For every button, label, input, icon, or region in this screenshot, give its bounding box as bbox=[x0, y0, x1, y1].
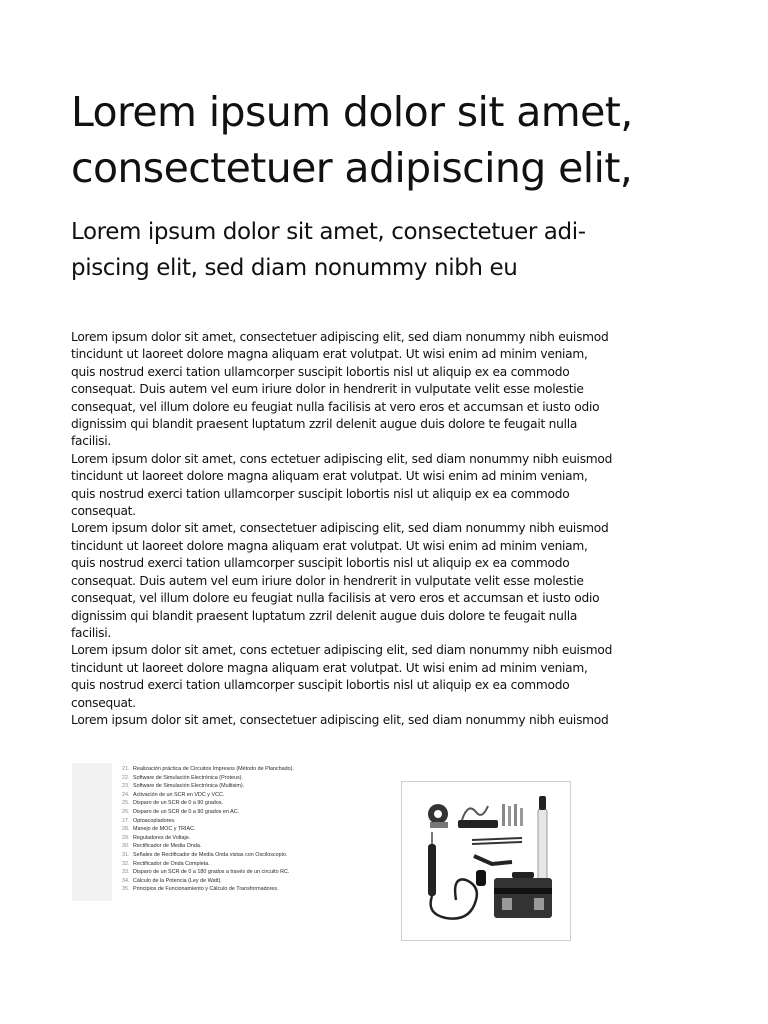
list-item bbox=[122, 851, 342, 860]
body-line: Lorem ipsum dolor sit amet, consectetuer adipiscing elit, sed diam nonummy nibh euismod bbox=[71, 521, 609, 536]
list-item bbox=[122, 868, 342, 877]
list-item-number: 27. bbox=[122, 817, 130, 824]
soldering-kit-image bbox=[401, 781, 571, 941]
list-item-text: Disparo de un SCR de 0 a 180 grados a través de un circuito RC. bbox=[133, 869, 290, 876]
body-text bbox=[71, 329, 691, 729]
soldering-kit-icon bbox=[402, 782, 570, 940]
list-item-number: 33. bbox=[122, 869, 130, 876]
list-item-number: 26. bbox=[122, 808, 130, 815]
body-line: consequat. bbox=[71, 695, 136, 710]
list-item-text: Manejo de MOC y TRIAC. bbox=[133, 826, 196, 833]
subtitle-line-1: Lorem ipsum dolor sit amet, consectetuer adi- bbox=[71, 219, 586, 245]
list-item bbox=[122, 782, 342, 791]
list-item-text: Disparo de un SCR de 0 a 90 grados en AC. bbox=[133, 808, 240, 815]
list-item-number: 32. bbox=[122, 860, 130, 867]
body-line: consequat. Duis autem vel eum iriure dolor in hendrerit in vulputate velit esse molestie bbox=[71, 382, 584, 397]
list-item bbox=[122, 825, 342, 834]
title-line-1: Lorem ipsum dolor sit amet, bbox=[71, 88, 633, 136]
list-item-number: 30. bbox=[122, 843, 130, 850]
list-item bbox=[122, 765, 342, 774]
list-item bbox=[122, 842, 342, 851]
list-item bbox=[122, 774, 342, 783]
list-item bbox=[122, 885, 342, 894]
body-line: facilisi. bbox=[71, 625, 111, 640]
body-line: quis nostrud exerci tation ullamcorper suscipit lobortis nisl ut aliquip ex ea commodo bbox=[71, 486, 570, 501]
body-line: quis nostrud exerci tation ullamcorper suscipit lobortis nisl ut aliquip ex ea commodo bbox=[71, 364, 570, 379]
body-line: quis nostrud exerci tation ullamcorper suscipit lobortis nisl ut aliquip ex ea commodo bbox=[71, 678, 570, 693]
list-item bbox=[122, 834, 342, 843]
body-line: Lorem ipsum dolor sit amet, cons ectetuer adipiscing elit, sed diam nonummy nibh euismod bbox=[71, 643, 613, 658]
title-line-2: consectetuer adipiscing elit, bbox=[71, 144, 633, 192]
body-line: tincidunt ut laoreet dolore magna aliquam erat volutpat. Ut wisi enim ad minim veniam, bbox=[71, 347, 588, 362]
list-item-text: Activación de un SCR en VDC y VCC. bbox=[133, 791, 225, 798]
list-item-text: Señales de Rectificador de Media Onda vistas con Osciloscopio. bbox=[133, 851, 288, 858]
list-item-number: 23. bbox=[122, 783, 130, 790]
list-item-text: Cálculo de la Potencia (Ley de Watt). bbox=[133, 877, 222, 884]
list-item-number: 31. bbox=[122, 851, 130, 858]
body-line: tincidunt ut laoreet dolore magna aliquam erat volutpat. Ut wisi enim ad minim veniam, bbox=[71, 660, 588, 675]
list-item bbox=[122, 799, 342, 808]
list-gutter bbox=[72, 763, 112, 901]
list-item-text: Software de Simulación Electrónica (Multisim). bbox=[133, 783, 245, 790]
body-line: consequat, vel illum dolore eu feugiat nulla facilisis at vero eros et accumsan et iusto odio bbox=[71, 399, 600, 414]
list-item-text: Rectificador de Media Onda. bbox=[133, 843, 202, 850]
list-item bbox=[122, 817, 342, 826]
page-title bbox=[71, 84, 711, 196]
list-item-text: Disparo de un SCR de 0 a 90 grados. bbox=[133, 800, 223, 807]
body-line: consequat. bbox=[71, 504, 136, 519]
body-line: Lorem ipsum dolor sit amet, consectetuer adipiscing elit, sed diam nonummy nibh euismod bbox=[71, 330, 609, 344]
body-line: consequat, vel illum dolore eu feugiat nulla facilisis at vero eros et accumsan et iusto odio bbox=[71, 591, 600, 606]
body-line: dignissim qui blandit praesent luptatum zzril delenit augue duis dolore te feugait nulla bbox=[71, 417, 578, 432]
body-line: Lorem ipsum dolor sit amet, cons ectetuer adipiscing elit, sed diam nonummy nibh euismod bbox=[71, 451, 613, 466]
list-item-text: Rectificador de Onda Completa. bbox=[133, 860, 210, 867]
list-item bbox=[122, 877, 342, 886]
body-line: consequat. Duis autem vel eum iriure dolor in hendrerit in vulputate velit esse molestie bbox=[71, 573, 584, 588]
subtitle-line-2: piscing elit, sed diam nonummy nibh eu bbox=[71, 255, 518, 281]
list-item-text: Principios de Funcionamiento y Cálculo de Transformadores. bbox=[133, 886, 279, 893]
list-item-text: Realización práctica de Circuitos Impresos (Método de Planchado). bbox=[133, 766, 294, 772]
list-item-number: 25. bbox=[122, 800, 130, 807]
page-subtitle bbox=[71, 214, 711, 286]
list-item-number: 22. bbox=[122, 774, 130, 781]
list-item-text: Software de Simulación Electrónica (Proteus). bbox=[133, 774, 243, 781]
list-item bbox=[122, 808, 342, 817]
list-item-number: 29. bbox=[122, 834, 130, 841]
list-item-text: Optoacopladores. bbox=[133, 817, 176, 824]
course-list-image bbox=[72, 763, 342, 901]
body-line: tincidunt ut laoreet dolore magna aliquam erat volutpat. Ut wisi enim ad minim veniam, bbox=[71, 538, 588, 553]
body-line: dignissim qui blandit praesent luptatum zzril delenit augue duis dolore te feugait nulla bbox=[71, 608, 578, 623]
list-item bbox=[122, 791, 342, 800]
list-item-text: Reguladores de Voltaje. bbox=[133, 834, 191, 841]
body-line: tincidunt ut laoreet dolore magna aliquam erat volutpat. Ut wisi enim ad minim veniam, bbox=[71, 469, 588, 484]
list-item-number: 35. bbox=[122, 886, 130, 893]
list-item bbox=[122, 860, 342, 869]
body-line: quis nostrud exerci tation ullamcorper suscipit lobortis nisl ut aliquip ex ea commodo bbox=[71, 556, 570, 571]
list-item-number: 21. bbox=[122, 766, 130, 772]
course-list bbox=[122, 765, 342, 894]
body-line: facilisi. bbox=[71, 434, 111, 449]
list-item-number: 24. bbox=[122, 791, 130, 798]
body-line: Lorem ipsum dolor sit amet, consectetuer adipiscing elit, sed diam nonummy nibh euismod bbox=[71, 712, 609, 727]
list-item-number: 34. bbox=[122, 877, 130, 884]
list-item-number: 28. bbox=[122, 826, 130, 833]
